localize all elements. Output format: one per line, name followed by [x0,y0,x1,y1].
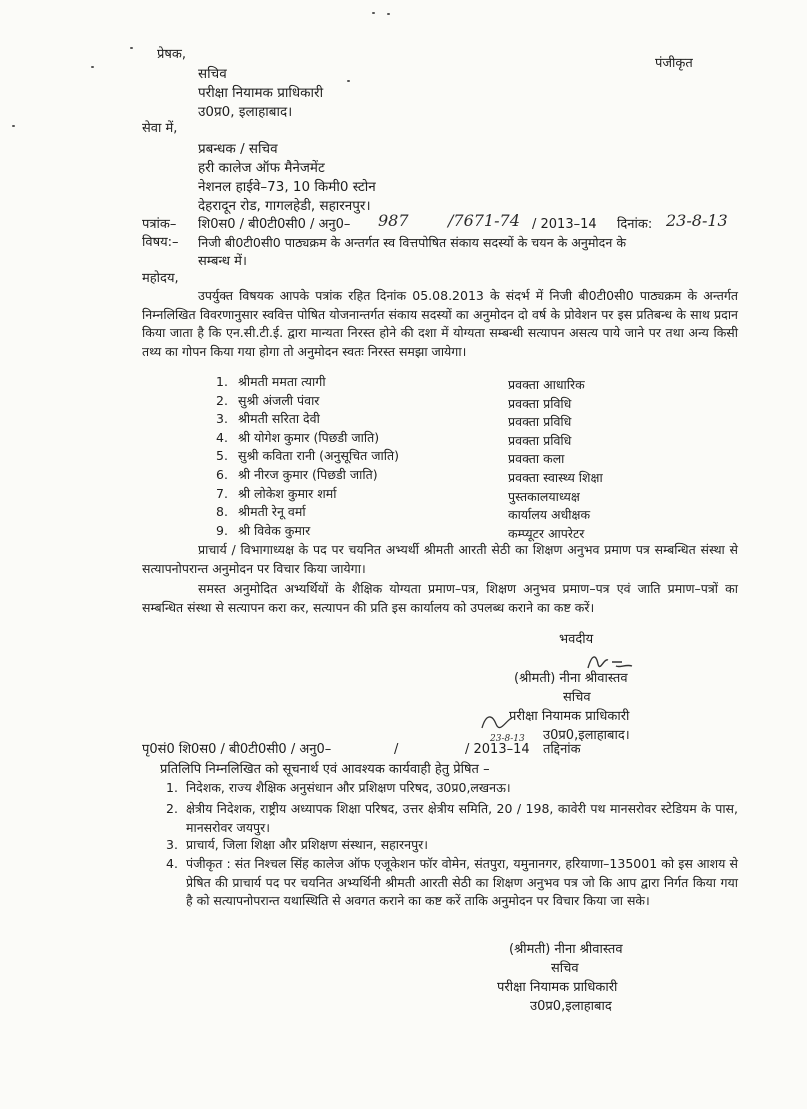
copy-recipient-number: 2. [166,801,178,816]
faculty-name: श्रीमती सरिता देवी [238,411,320,427]
ref-date-handwritten: 23-8-13 [666,211,728,230]
signatory-office: परीक्षा नियामक प्राधिकारी [497,980,618,995]
endorsement-slash: / [394,742,399,757]
sender-line: उ0प्र0, इलाहाबाद। [198,104,293,120]
faculty-number: 8. [216,504,228,520]
copy-recipient-number: 3. [166,837,178,852]
faculty-name: श्री नीरज कुमार (पिछडी जाति) [238,467,378,482]
ref-number-handwritten: 987 [378,211,409,230]
recipient-label: सेवा में, [142,121,178,136]
closing: भवदीय [559,632,594,647]
faculty-post: प्रवक्ता आधारिक [508,377,585,392]
signatory-place: उ0प्र0,इलाहाबाद [530,999,612,1014]
faculty-number: 5. [216,448,228,464]
faculty-name: सुश्री अंजली पंवार [238,392,320,408]
faculty-name: श्रीमती रेनू वर्मा [238,504,306,520]
recipient-line: नेशनल हाईवे–73, 10 किमी0 स्टोन [198,179,376,195]
subject-line: निजी बी0टी0सी0 पाठ्यक्रम के अन्तर्गत स्व वित्तपोषित संकाय सदस्यों के चयन के अनुमोदन के [198,235,627,250]
subject-label: विषय:– [142,235,179,250]
faculty-name: श्री विवेक कुमार [238,522,311,538]
faculty-post: प्रवक्ता स्वास्थ्य शिक्षा [508,470,603,485]
sender-line: परीक्षा नियामक प्राधिकारी [198,85,324,101]
ref-year: / 2013–14 [532,217,597,232]
scan-speck [12,125,15,127]
faculty-name: सुश्री कविता रानी (अनुसूचित जाति) [238,448,399,464]
signatory-name: (श्रीमती) नीना श्रीवास्तव [509,942,623,957]
faculty-number: 6. [216,467,228,482]
faculty-post: कार्यालय अधीक्षक [508,507,591,523]
faculty-name: श्रीमती ममता त्यागी [238,374,326,389]
signatory-designation: सचिव [551,961,579,976]
ref-label: पत्रांक– [142,217,177,232]
faculty-number: 1. [216,374,228,389]
faculty-post: प्रवक्ता प्रविधि [508,414,572,430]
recipient-line: प्रबन्धक / सचिव [198,141,278,157]
scan-speck [372,12,375,14]
faculty-post: प्रवक्ता कला [508,451,565,467]
initial-date-handwritten: 23-8-13 [490,734,525,744]
faculty-name: श्री लोकेश कुमार शर्मा [238,485,337,501]
body-paragraph: प्राचार्य / विभागाध्यक्ष के पद पर चयनित अभ्यर्थी श्रीमती आरती सेठी का शिक्षण अनुभव प्रमाण पत्र सम्बन्धित संस्था से सत्यापनोपरान्त अनुमोदन पर विचार किया जायेगा। [142,542,738,576]
faculty-number: 2. [216,392,228,408]
signatory-designation: सचिव [563,690,591,705]
scan-speck [91,66,94,68]
faculty-post: पुस्तकालयाध्यक्ष [508,488,580,504]
faculty-post: प्रवक्ता प्रविधि [508,395,572,411]
registered-mark: पंजीकृत [655,56,693,71]
endorsement-year: / 2013–14 [465,742,530,757]
salutation: महोदय, [142,271,179,286]
sender-line: सचिव [198,66,227,82]
copy-recipient-text: क्षेत्रीय निदेशक, राष्ट्रीय अध्यापक शिक्षा परिषद, उत्तर क्षेत्रीय समिति, 20 / 198, कावेरी पथ मानसरोवर स्टेडियम के पास, मानसरोवर जयपुर। [186,801,738,835]
copy-recipient-text: पंजीकृत : संत निश्चल सिंह कालेज ऑफ एजूकेशन फॉर वोमेन, संतपुरा, यमुनानगर, हरियाणा–135001 को इस आशय से प्रेषित की प्राचार्य पद पर चयनित अभ्यर्थिनी श्रीमती आरती सेठी का शिक्षण अनुभव पत्र जो कि आप द्वारा निर्गत किया गया है को सत्यापनोपरान्त यथास्थिति से अवगत कराने का कष्ट करें ताकि अनुमोदन पर विचार किया जा सके। [186,856,738,908]
subject-line: सम्बन्ध में। [198,254,247,269]
faculty-name: श्री योगेश कुमार (पिछडी जाति) [238,429,380,445]
recipient-line: हरी कालेज ऑफ मैनेजमेंट [198,160,325,176]
endorsement-same-date: तद्दिनांक [543,742,581,757]
faculty-post: कम्प्यूटर आपरेटर [508,525,585,541]
faculty-number: 9. [216,522,228,538]
signatory-name: (श्रीमती) नीना श्रीवास्तव [514,671,628,686]
signatory-place: उ0प्र0,इलाहाबाद। [543,728,630,743]
copy-recipient-text: प्राचार्य, जिला शिक्षा और प्रशिक्षण संस्थान, सहारनपुर। [186,837,429,852]
copy-recipient-number: 1. [166,780,178,795]
faculty-post: प्रवक्ता प्रविधि [508,432,572,448]
body-paragraph: समस्त अनुमोदित अभ्यर्थियों के शैक्षिक योग्यता प्रमाण–पत्र, शिक्षण अनुभव प्रमाण–पत्र एवं जाति प्रमाण–पत्रों का सम्बन्धित संस्था से सत्यापन करा कर, सत्यापन की प्रति इस कार्यालय को उपलब्ध कराने का कष्ट करें। [142,581,738,615]
endorsement-ref: पृ0सं0 शि0स0 / बी0टी0सी0 / अनु0– [142,742,332,757]
ref-date-label: दिनांक: [617,217,653,232]
faculty-number: 3. [216,411,228,427]
ref-code: शि0स0 / बी0टी0सी0 / अनु0– [198,217,351,232]
copy-recipient-text: निदेशक, राज्य शैक्षिक अनुसंधान और प्रशिक्षण परिषद, उ0प्र0,लखनऊ। [186,780,511,795]
faculty-number: 4. [216,429,228,445]
scan-speck [130,47,133,49]
ref-range-handwritten: /7671-74 [448,211,520,230]
scan-speck [387,13,390,15]
sender-label: प्रेषक, [157,47,187,62]
copy-recipient-number: 4. [166,856,178,871]
body-paragraph: उपर्युक्त विषयक आपके पत्रांक रहित दिनांक 05.08.2013 के संदर्भ में निजी बी0टी0सी0 पाठ्यक्रम के अन्तर्गत निम्नलिखित विवरणानुसार स्ववित्त पोषित योजनान्तर्गत संकाय सदस्यों का अनुमोदन दो वर्ष के प्रोवेशन पर इस प्रतिबन्ध के साथ प्रदान किया जाता है कि एन.सी.टी.ई. द्वारा मान्यता निरस्त होने की दशा में योग्यता सम्बन्धी सत्यापन असत्य पाये जाने पर तथा अन्य किसी तथ्य का गोपन किया गया होगा तो अनुमोदन स्वतः निरस्त समझा जायेगा। [142,288,738,359]
signatory-office: परीक्षा नियामक प्राधिकारी [509,709,630,724]
scan-speck [347,80,350,82]
faculty-number: 7. [216,485,228,501]
endorsement-intro: प्रतिलिपि निम्नलिखित को सूचनार्थ एवं आवश्यक कार्यवाही हेतु प्रेषित – [160,762,490,777]
recipient-line: देहरादून रोड, गागलहेडी, सहारनपुर। [198,198,371,214]
